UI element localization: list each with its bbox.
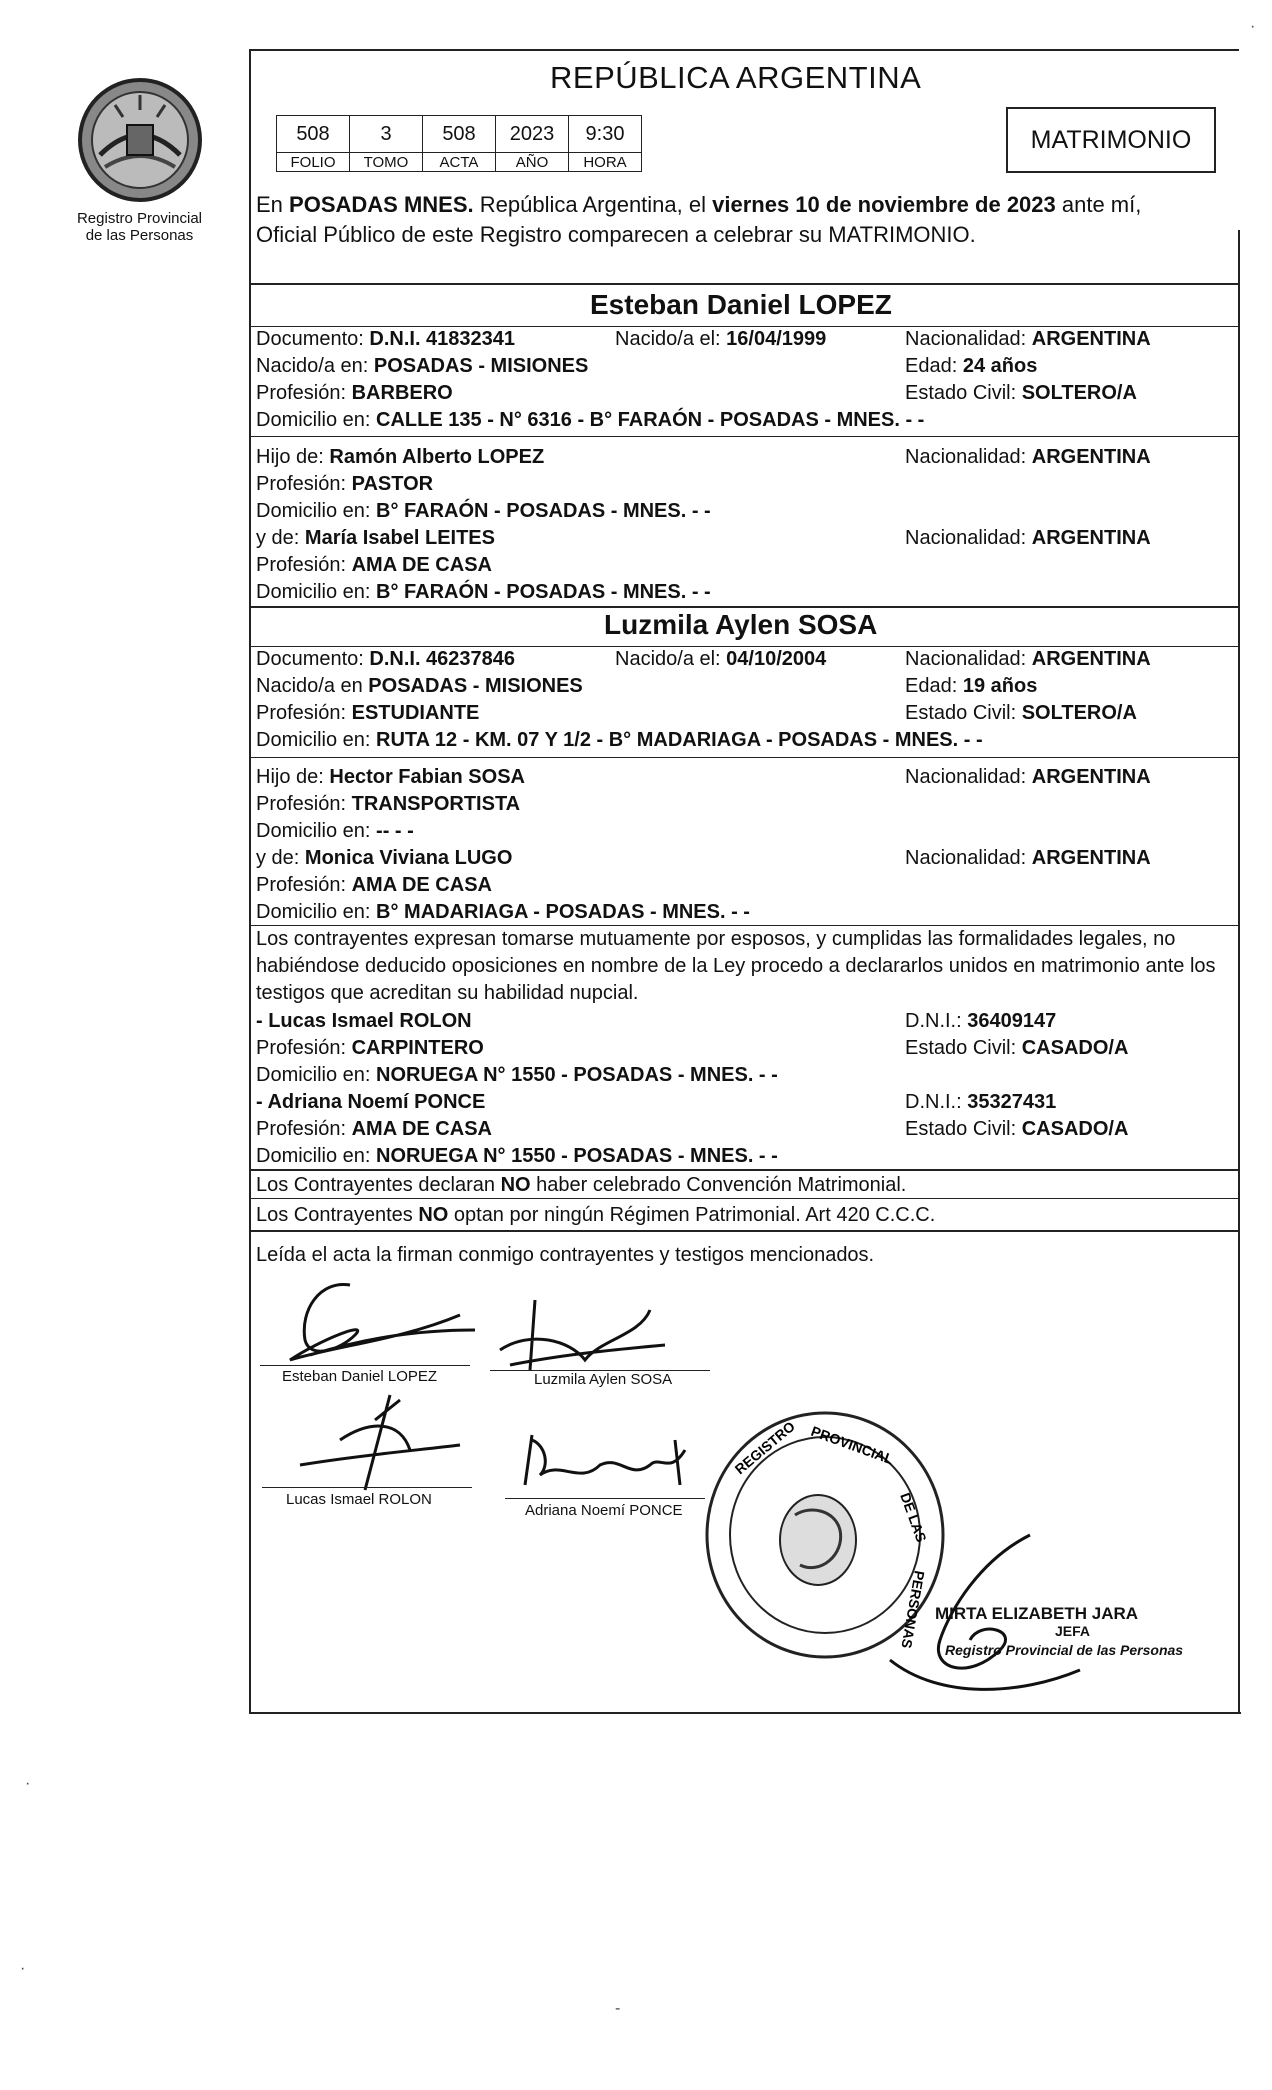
field-label: Nacido/a el: [615, 648, 727, 670]
field-value: 36409147 [967, 1010, 1057, 1032]
logo-caption [62, 210, 217, 244]
field-label: Domicilio en: [256, 820, 377, 842]
field-label: Nacionalidad: [905, 328, 1032, 350]
officer-title: JEFA [1055, 1623, 1091, 1639]
tomo-label: TOMO [350, 153, 423, 172]
bride-father-profession [256, 793, 520, 816]
groom-age [905, 355, 1037, 378]
groom-mother-profession [256, 554, 492, 577]
text: Los Contrayentes [256, 1204, 419, 1226]
field-value: BARBERO [351, 382, 453, 404]
registry-table [276, 115, 642, 172]
folio-value: 508 [277, 116, 350, 153]
field-label: Nacionalidad: [905, 527, 1032, 549]
witness2-profession [256, 1118, 492, 1141]
bride-mother-nationality [905, 847, 1151, 870]
bride-nationality [905, 648, 1151, 671]
acta-label: ACTA [423, 153, 496, 172]
intro-date: viernes 10 de noviembre de 2023 [712, 192, 1056, 217]
field-label: Domicilio en: [256, 1145, 377, 1167]
groom-mother [256, 527, 495, 550]
field-label: Nacido/a en [256, 675, 369, 697]
witness2-signature-caption: Adriana Noemí PONCE [525, 1502, 683, 1519]
intro-place: POSADAS MNES. [289, 192, 474, 217]
field-label: Estado Civil: [905, 702, 1022, 724]
text: optan por ningún Régimen Patrimonial. Art 420 C.C.C. [448, 1204, 936, 1226]
field-value: SOLTERO/A [1021, 382, 1137, 404]
groom-civil-status [905, 382, 1137, 405]
bride-civil-status [905, 702, 1137, 725]
groom-birthdate [615, 328, 826, 351]
field-label: Nacionalidad: [905, 446, 1032, 468]
field-label: Domicilio en: [256, 729, 377, 751]
field-value: AMA DE CASA [351, 874, 492, 896]
field-label: Estado Civil: [905, 1037, 1022, 1059]
signature-line [260, 1365, 470, 1366]
field-label: Hijo de: [256, 766, 330, 788]
tomo-value: 3 [350, 116, 423, 153]
witness1-signature-icon [280, 1390, 480, 1500]
field-value: RUTA 12 - KM. 07 Y 1/2 - B° MADARIAGA - POSADAS - MNES. - - [376, 729, 983, 751]
vows-paragraph: Los contrayentes expresan tomarse mutuamente por esposos, y cumplidas las formalidades legales, no habiéndose deducido oposiciones en nombre de la Ley procedo a declararlos unidos en matrimonio ante los testigos que acreditan su habilidad nupcial. [256, 928, 1216, 1004]
text: haber celebrado Convención Matrimonial. [530, 1174, 907, 1196]
witness1-profession [256, 1037, 484, 1060]
field-label: Domicilio en: [256, 901, 377, 923]
field-label: Domicilio en: [256, 581, 377, 603]
field-label: Documento: [256, 328, 370, 350]
field-value: María Isabel LEITES [304, 527, 495, 549]
field-value: ARGENTINA [1031, 648, 1151, 670]
groom-document [256, 328, 515, 351]
intro-paragraph [256, 190, 1241, 250]
svg-text:REGISTRO: REGISTRO [731, 1418, 798, 1478]
signature-line [505, 1498, 705, 1499]
witness1-dni [905, 1010, 1056, 1033]
field-value: ARGENTINA [1031, 328, 1151, 350]
witness1-address [256, 1064, 778, 1087]
field-label: Profesión: [256, 1118, 352, 1140]
field-label: Estado Civil: [905, 1118, 1022, 1140]
groom-father [256, 446, 544, 469]
groom-mother-nationality [905, 527, 1151, 550]
field-label: D.N.I.: [905, 1091, 968, 1113]
field-value: NORUEGA N° 1550 - POSADAS - MNES. - - [376, 1145, 778, 1167]
page-title: REPÚBLICA ARGENTINA [550, 60, 922, 95]
field-label: Profesión: [256, 1037, 352, 1059]
groom-father-address [256, 500, 711, 523]
field-label: Estado Civil: [905, 382, 1022, 404]
intro-text-3: ante mí, [1055, 192, 1142, 217]
frame-top-border [249, 49, 1239, 51]
field-label: Domicilio en: [256, 409, 377, 431]
logo-caption-line1: Registro Provincial [76, 210, 203, 227]
divider [249, 757, 1239, 758]
bride-age [905, 675, 1037, 698]
svg-text:PROVINCIAL: PROVINCIAL [808, 1422, 896, 1468]
field-label: y de: [256, 527, 305, 549]
intro-text-1: En [256, 192, 290, 217]
officer-name: MIRTA ELIZABETH JARA [935, 1604, 1139, 1623]
intro-text-2: República Argentina, el [473, 192, 713, 217]
provincial-emblem-icon [75, 75, 205, 205]
bride-birthdate [615, 648, 826, 671]
divider [249, 326, 1239, 327]
field-value: - Adriana Noemí PONCE [256, 1091, 486, 1113]
divider [249, 283, 1239, 285]
groom-nationality [905, 328, 1151, 351]
divider [249, 436, 1239, 437]
groom-signature-caption: Esteban Daniel LOPEZ [282, 1368, 438, 1385]
field-value: NORUEGA N° 1550 - POSADAS - MNES. - - [376, 1064, 778, 1086]
regime-statement [256, 1204, 935, 1227]
groom-father-nationality [905, 446, 1151, 469]
groom-profession [256, 382, 453, 405]
field-value: Hector Fabian SOSA [329, 766, 525, 788]
witness2-address [256, 1145, 778, 1168]
bride-mother-address [256, 901, 750, 924]
bride-birthplace [256, 675, 583, 698]
divider [249, 1230, 1239, 1232]
field-value: B° FARAÓN - POSADAS - MNES. - - [376, 581, 711, 603]
field-value: ARGENTINA [1031, 847, 1151, 869]
field-value: 35327431 [967, 1091, 1057, 1113]
field-value: TRANSPORTISTA [351, 793, 521, 815]
field-label: Nacido/a en: [256, 355, 374, 377]
scan-speck: - [615, 2000, 621, 2017]
groom-mother-address [256, 581, 711, 604]
divider [249, 1198, 1239, 1199]
hour-label: HORA [569, 153, 642, 172]
field-label: Nacionalidad: [905, 648, 1032, 670]
witness2-civil-status [905, 1118, 1128, 1141]
field-value: CASADO/A [1021, 1118, 1129, 1140]
field-value: 24 años [962, 355, 1038, 377]
bride-address [256, 729, 983, 752]
divider [249, 1169, 1239, 1171]
witness1-name [256, 1010, 472, 1033]
field-label: Edad: [905, 355, 963, 377]
field-value: CARPINTERO [351, 1037, 484, 1059]
groom-address [256, 409, 924, 432]
field-value: 04/10/2004 [726, 648, 827, 670]
year-value: 2023 [496, 116, 569, 153]
witness2-signature-icon [520, 1430, 710, 1500]
field-value: - Lucas Ismael ROLON [256, 1010, 472, 1032]
field-label: Nacionalidad: [905, 766, 1032, 788]
field-label: Profesión: [256, 874, 352, 896]
field-value: PASTOR [351, 473, 434, 495]
scan-speck: · [20, 1960, 26, 1977]
registry-logo [62, 75, 217, 244]
witness2-dni [905, 1091, 1056, 1114]
field-value: Monica Viviana LUGO [304, 847, 513, 869]
acta-value: 508 [423, 116, 496, 153]
field-value: ARGENTINA [1031, 446, 1151, 468]
bride-father-address [256, 820, 414, 843]
field-label: Documento: [256, 648, 370, 670]
act-type-box: MATRIMONIO [1006, 107, 1216, 173]
field-label: Nacido/a el: [615, 328, 727, 350]
field-value: ARGENTINA [1031, 766, 1151, 788]
bride-mother [256, 847, 512, 870]
field-value: POSADAS - MISIONES [368, 675, 583, 697]
field-value: POSADAS - MISIONES [373, 355, 589, 377]
convention-statement [256, 1174, 906, 1197]
signature-line [262, 1487, 472, 1488]
field-value: 19 años [962, 675, 1038, 697]
field-value: CASADO/A [1021, 1037, 1129, 1059]
bride-signature-icon [490, 1290, 720, 1380]
witness1-civil-status [905, 1037, 1128, 1060]
folio-label: FOLIO [277, 153, 350, 172]
hour-value: 9:30 [569, 116, 642, 153]
field-value: ESTUDIANTE [351, 702, 480, 724]
witness2-name [256, 1091, 485, 1114]
field-label: Nacionalidad: [905, 847, 1032, 869]
logo-caption-line2: de las Personas [85, 227, 194, 244]
divider [249, 606, 1239, 608]
field-label: Domicilio en: [256, 500, 377, 522]
field-label: Profesión: [256, 702, 352, 724]
scan-speck: · [1250, 18, 1256, 35]
field-label: Profesión: [256, 382, 352, 404]
field-label: y de: [256, 847, 305, 869]
bride-signature-caption: Luzmila Aylen SOSA [534, 1371, 673, 1388]
field-value: Ramón Alberto LOPEZ [329, 446, 545, 468]
field-value: 16/04/1999 [726, 328, 827, 350]
bride-name: Luzmila Aylen SOSA [604, 609, 878, 640]
groom-name: Esteban Daniel LOPEZ [590, 289, 892, 320]
svg-text:PERSONAS: PERSONAS [898, 1569, 928, 1650]
emphasis: NO [500, 1174, 531, 1196]
field-label: Profesión: [256, 793, 352, 815]
bride-father-nationality [905, 766, 1151, 789]
bride-mother-profession [256, 874, 492, 897]
field-value: B° FARAÓN - POSADAS - MNES. - - [376, 500, 711, 522]
field-value: SOLTERO/A [1021, 702, 1137, 724]
field-value: B° MADARIAGA - POSADAS - MNES. - - [376, 901, 750, 923]
bride-document [256, 648, 515, 671]
divider [249, 646, 1239, 647]
emphasis: NO [418, 1204, 449, 1226]
groom-father-profession [256, 473, 433, 496]
field-label: Hijo de: [256, 446, 330, 468]
intro-line2: Oficial Público de este Registro comparecen a celebrar su MATRIMONIO. [256, 222, 976, 247]
groom-signature-icon [260, 1270, 490, 1380]
field-label: Domicilio en: [256, 1064, 377, 1086]
closing-statement: Leída el acta la firman conmigo contrayentes y testigos mencionados. [256, 1244, 875, 1266]
field-value: ARGENTINA [1031, 527, 1151, 549]
bride-profession [256, 702, 479, 725]
field-label: Edad: [905, 675, 963, 697]
field-value: D.N.I. 41832341 [369, 328, 516, 350]
field-value: CALLE 135 - N° 6316 - B° FARAÓN - POSADAS - MNES. - - [376, 409, 925, 431]
witness1-signature-caption: Lucas Ismael ROLON [286, 1491, 432, 1508]
svg-text:DE LAS: DE LAS [897, 1490, 930, 1545]
year-label: AÑO [496, 153, 569, 172]
field-value: -- - - [376, 820, 414, 842]
field-value: AMA DE CASA [351, 554, 492, 576]
officer-office: Registro Provincial de las Personas [945, 1642, 1184, 1658]
field-label: D.N.I.: [905, 1010, 968, 1032]
field-value: D.N.I. 46237846 [369, 648, 516, 670]
field-value: AMA DE CASA [351, 1118, 492, 1140]
field-label: Profesión: [256, 554, 352, 576]
text: Los Contrayentes declaran [256, 1174, 501, 1196]
field-label: Profesión: [256, 473, 352, 495]
bride-father [256, 766, 525, 789]
groom-birthplace [256, 355, 588, 378]
scan-speck: · [25, 1775, 31, 1792]
